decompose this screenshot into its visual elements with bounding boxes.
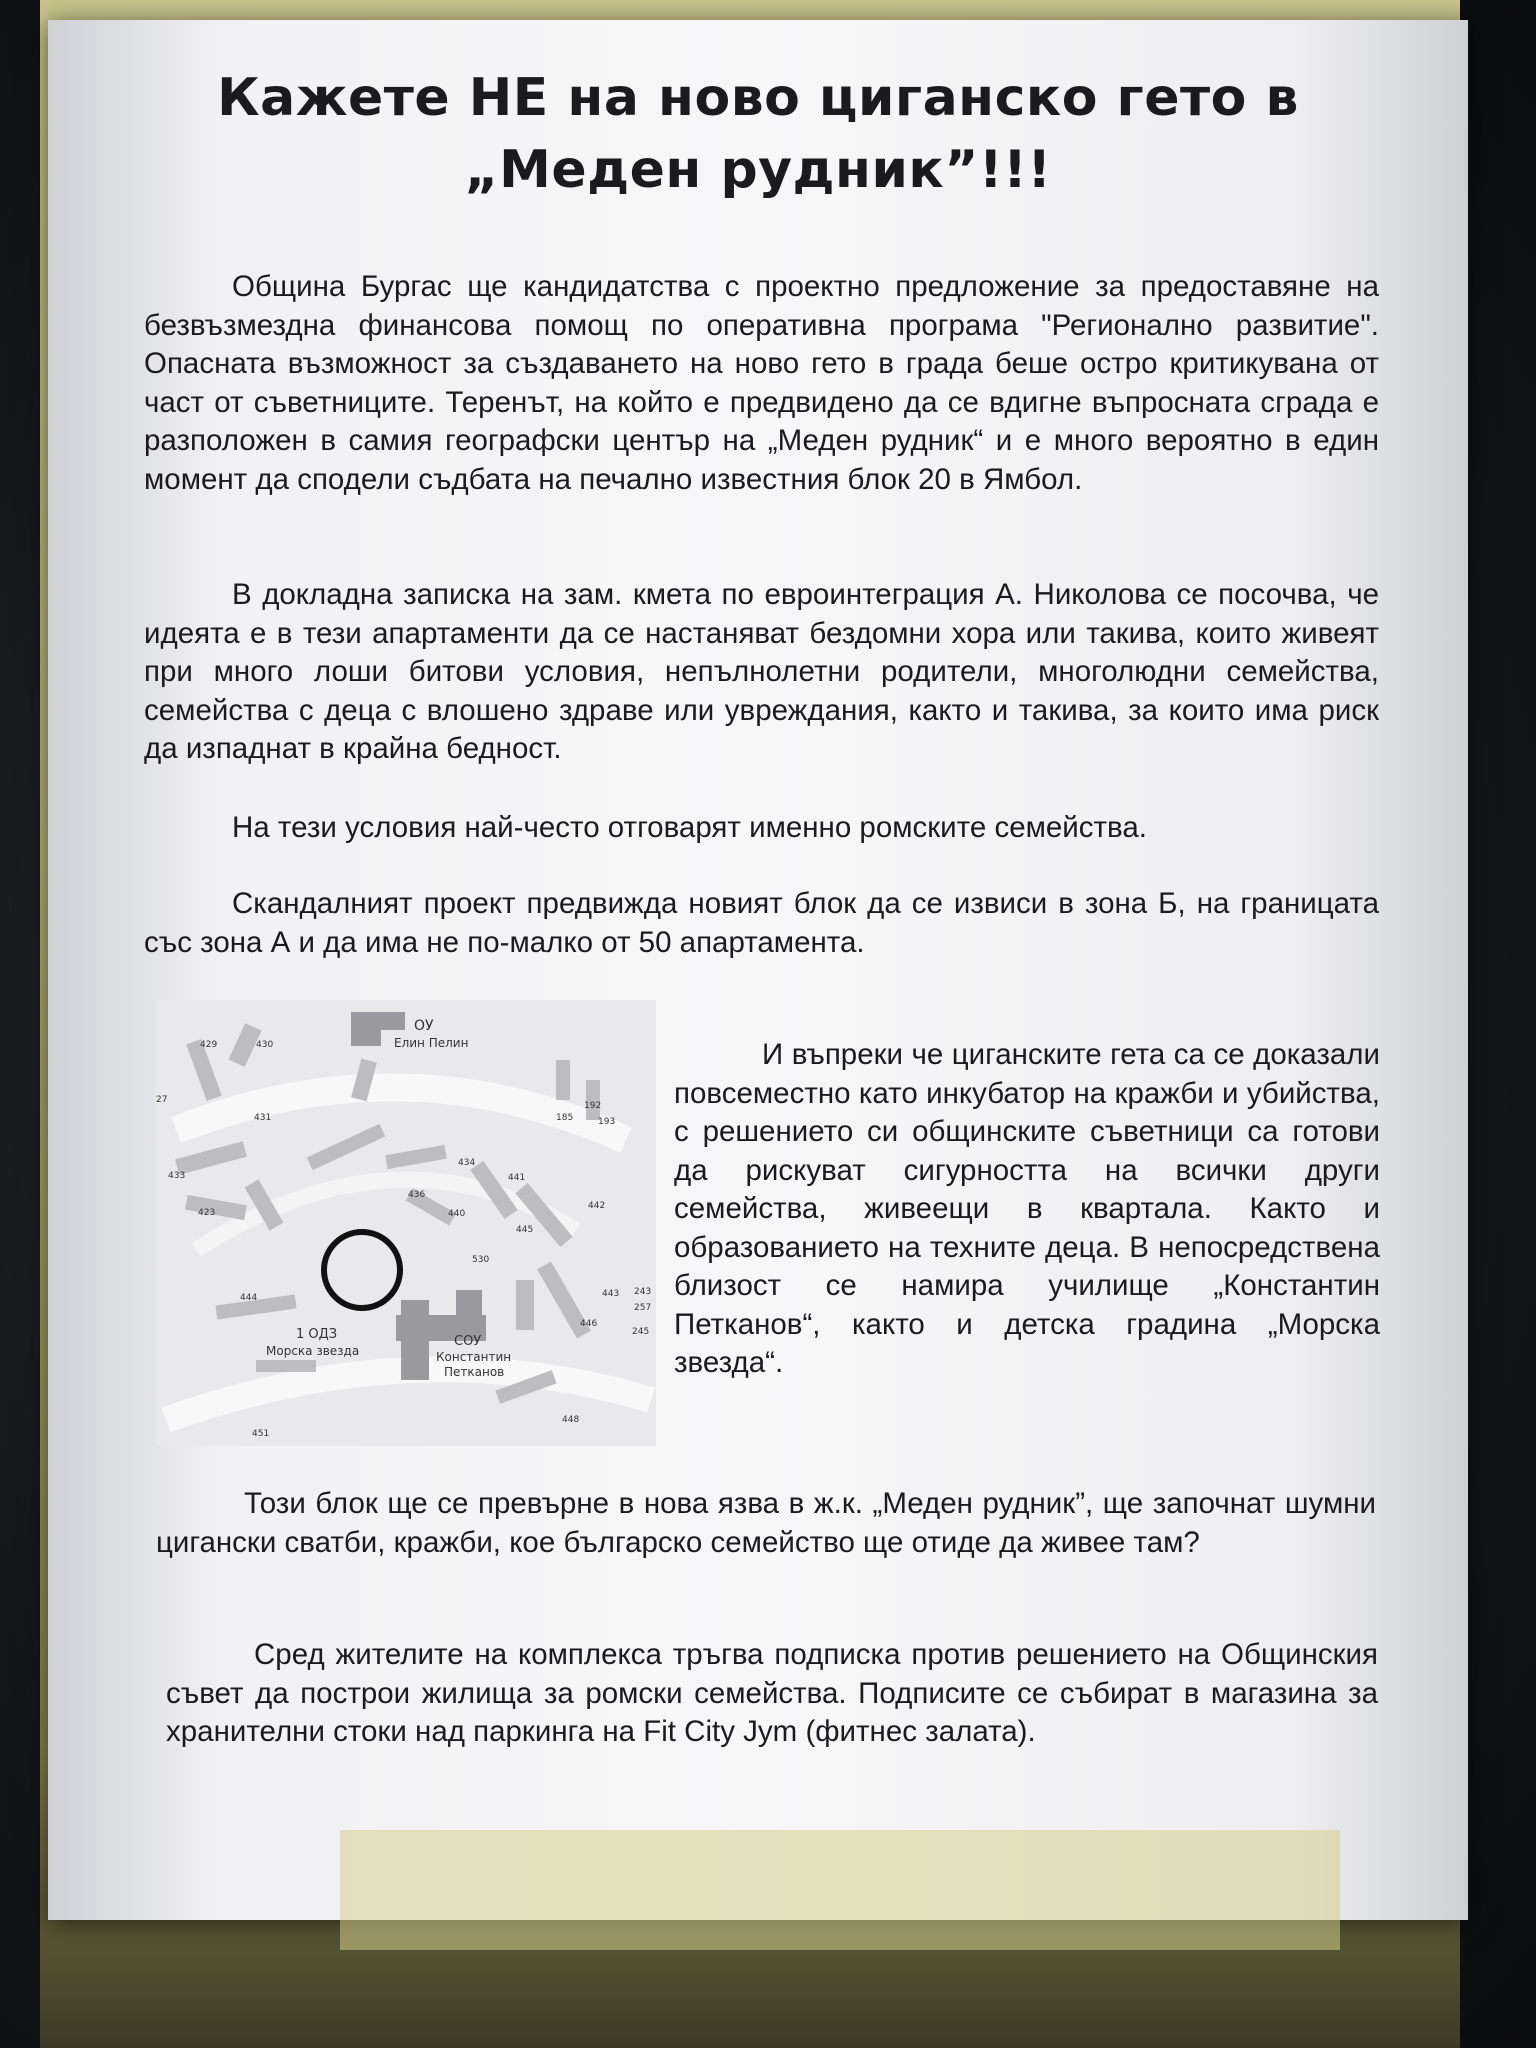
map-block-number: 530 — [472, 1255, 490, 1265]
map-block-number: 446 — [580, 1319, 598, 1329]
map-block-number: 27 — [156, 1095, 168, 1105]
map-block-number: 436 — [408, 1190, 426, 1200]
map-block-number: 441 — [508, 1173, 526, 1183]
map-drawing — [156, 1000, 656, 1446]
title-line-2: „Меден рудник”!!! — [464, 140, 1052, 200]
map-label-sou-name-1: Константин — [436, 1350, 512, 1364]
paragraph-report: В докладна записка на зам. кмета по евроинтеграция А. Николова се посочва, че идеята е в тези апартаменти да се настаняват бездомни хора или такива, които живеят при много лоши битови условия, непълнолетни родители, многолюдни семейства, семейства с деца с влошено здраве или увреждания, както и такива, за които има риск да изпаднат в крайна бедност. — [144, 578, 1379, 765]
poster-sheet — [48, 20, 1468, 1920]
map-block-number: 192 — [584, 1101, 602, 1111]
map-block-number: 451 — [252, 1429, 270, 1439]
title-line-1: Кажете НЕ на ново циганско гето в — [217, 68, 1299, 128]
map-block-number: 257 — [634, 1303, 652, 1313]
map-block-number: 185 — [556, 1113, 574, 1123]
map-block-number: 243 — [634, 1287, 652, 1297]
map-block-number: 433 — [168, 1171, 186, 1181]
paragraph-risk: И въпреки че циганските гета са се доказали повсеместно като инкубатор на кражби и убийства, с решението си общинските съветници са готови да рискуват сигурността на всички други семейства, живеещи в квартала. Както и образованието на техните деца. В непосредствена близост се намира училище „Константин Петканов“, както и детска градина „Морска звезда“. — [674, 1038, 1380, 1379]
map-block-number: 193 — [598, 1117, 616, 1127]
map-block-number: 445 — [516, 1225, 534, 1235]
map-block-number: 431 — [254, 1113, 272, 1123]
poster-title — [108, 62, 1408, 206]
paragraph-petition: Сред жителите на комплекса тръгва подписка против решението на Общинския съвет да построи жилища за ромски семейства. Подписите се събират в магазина за хранителни стоки над паркинга на Fit City Jym (фитнес залата). — [166, 1638, 1378, 1748]
map-block-number: 245 — [632, 1327, 650, 1337]
tape-strip — [340, 1830, 1340, 1950]
map-label-ou-name: Елин Пелин — [394, 1036, 469, 1050]
paragraph-conditions: На тези условия най-често отговарят именно ромските семейства. — [232, 811, 1147, 844]
paragraph-consequences: Този блок ще се превърне в нова язва в ж.к. „Меден рудник”, ще започнат шумни цигански сватби, кражби, кое българско семейство ще отиде да живее там? — [156, 1487, 1376, 1559]
map-label-sou-name-2: Петканов — [444, 1365, 505, 1379]
map-label-ou: ОУ — [414, 1018, 434, 1034]
map-block-number: 443 — [602, 1289, 620, 1299]
map-label-kindergarten: 1 ОДЗ — [296, 1327, 338, 1342]
map-block-number: 429 — [200, 1040, 218, 1050]
neighborhood-map — [156, 1000, 656, 1446]
map-block-number: 442 — [588, 1201, 606, 1211]
map-block-number: 444 — [240, 1293, 258, 1303]
paragraph-project: Скандалният проект предвижда новият блок да се извиси в зона Б, на границата със зона А и да има не по-малко от 50 апартамента. — [144, 887, 1379, 959]
paragraph-intro: Община Бургас ще кандидатства с проектно предложение за предоставяне на безвъзмездна финансова помощ по оперативна програма "Регионално развитие". Опасната възможност за създаването на ново гето в града беше остро критикувана от част от съветниците. Теренът, на който е предвидено да се вдигне въпросната сграда е разположен в самия географски център на „Меден рудник“ и е много вероятно в един момент да сподели съдбата на печално известния блок 20 в Ямбол. — [144, 270, 1379, 496]
map-label-kindergarten-name: Морска звезда — [266, 1344, 360, 1358]
map-block-number: 440 — [448, 1209, 466, 1219]
map-block-number: 448 — [562, 1415, 580, 1425]
map-block-number: 430 — [256, 1040, 274, 1050]
map-block-number: 434 — [458, 1158, 476, 1168]
map-block-number: 423 — [198, 1208, 216, 1218]
map-label-sou: СОУ — [454, 1334, 482, 1349]
